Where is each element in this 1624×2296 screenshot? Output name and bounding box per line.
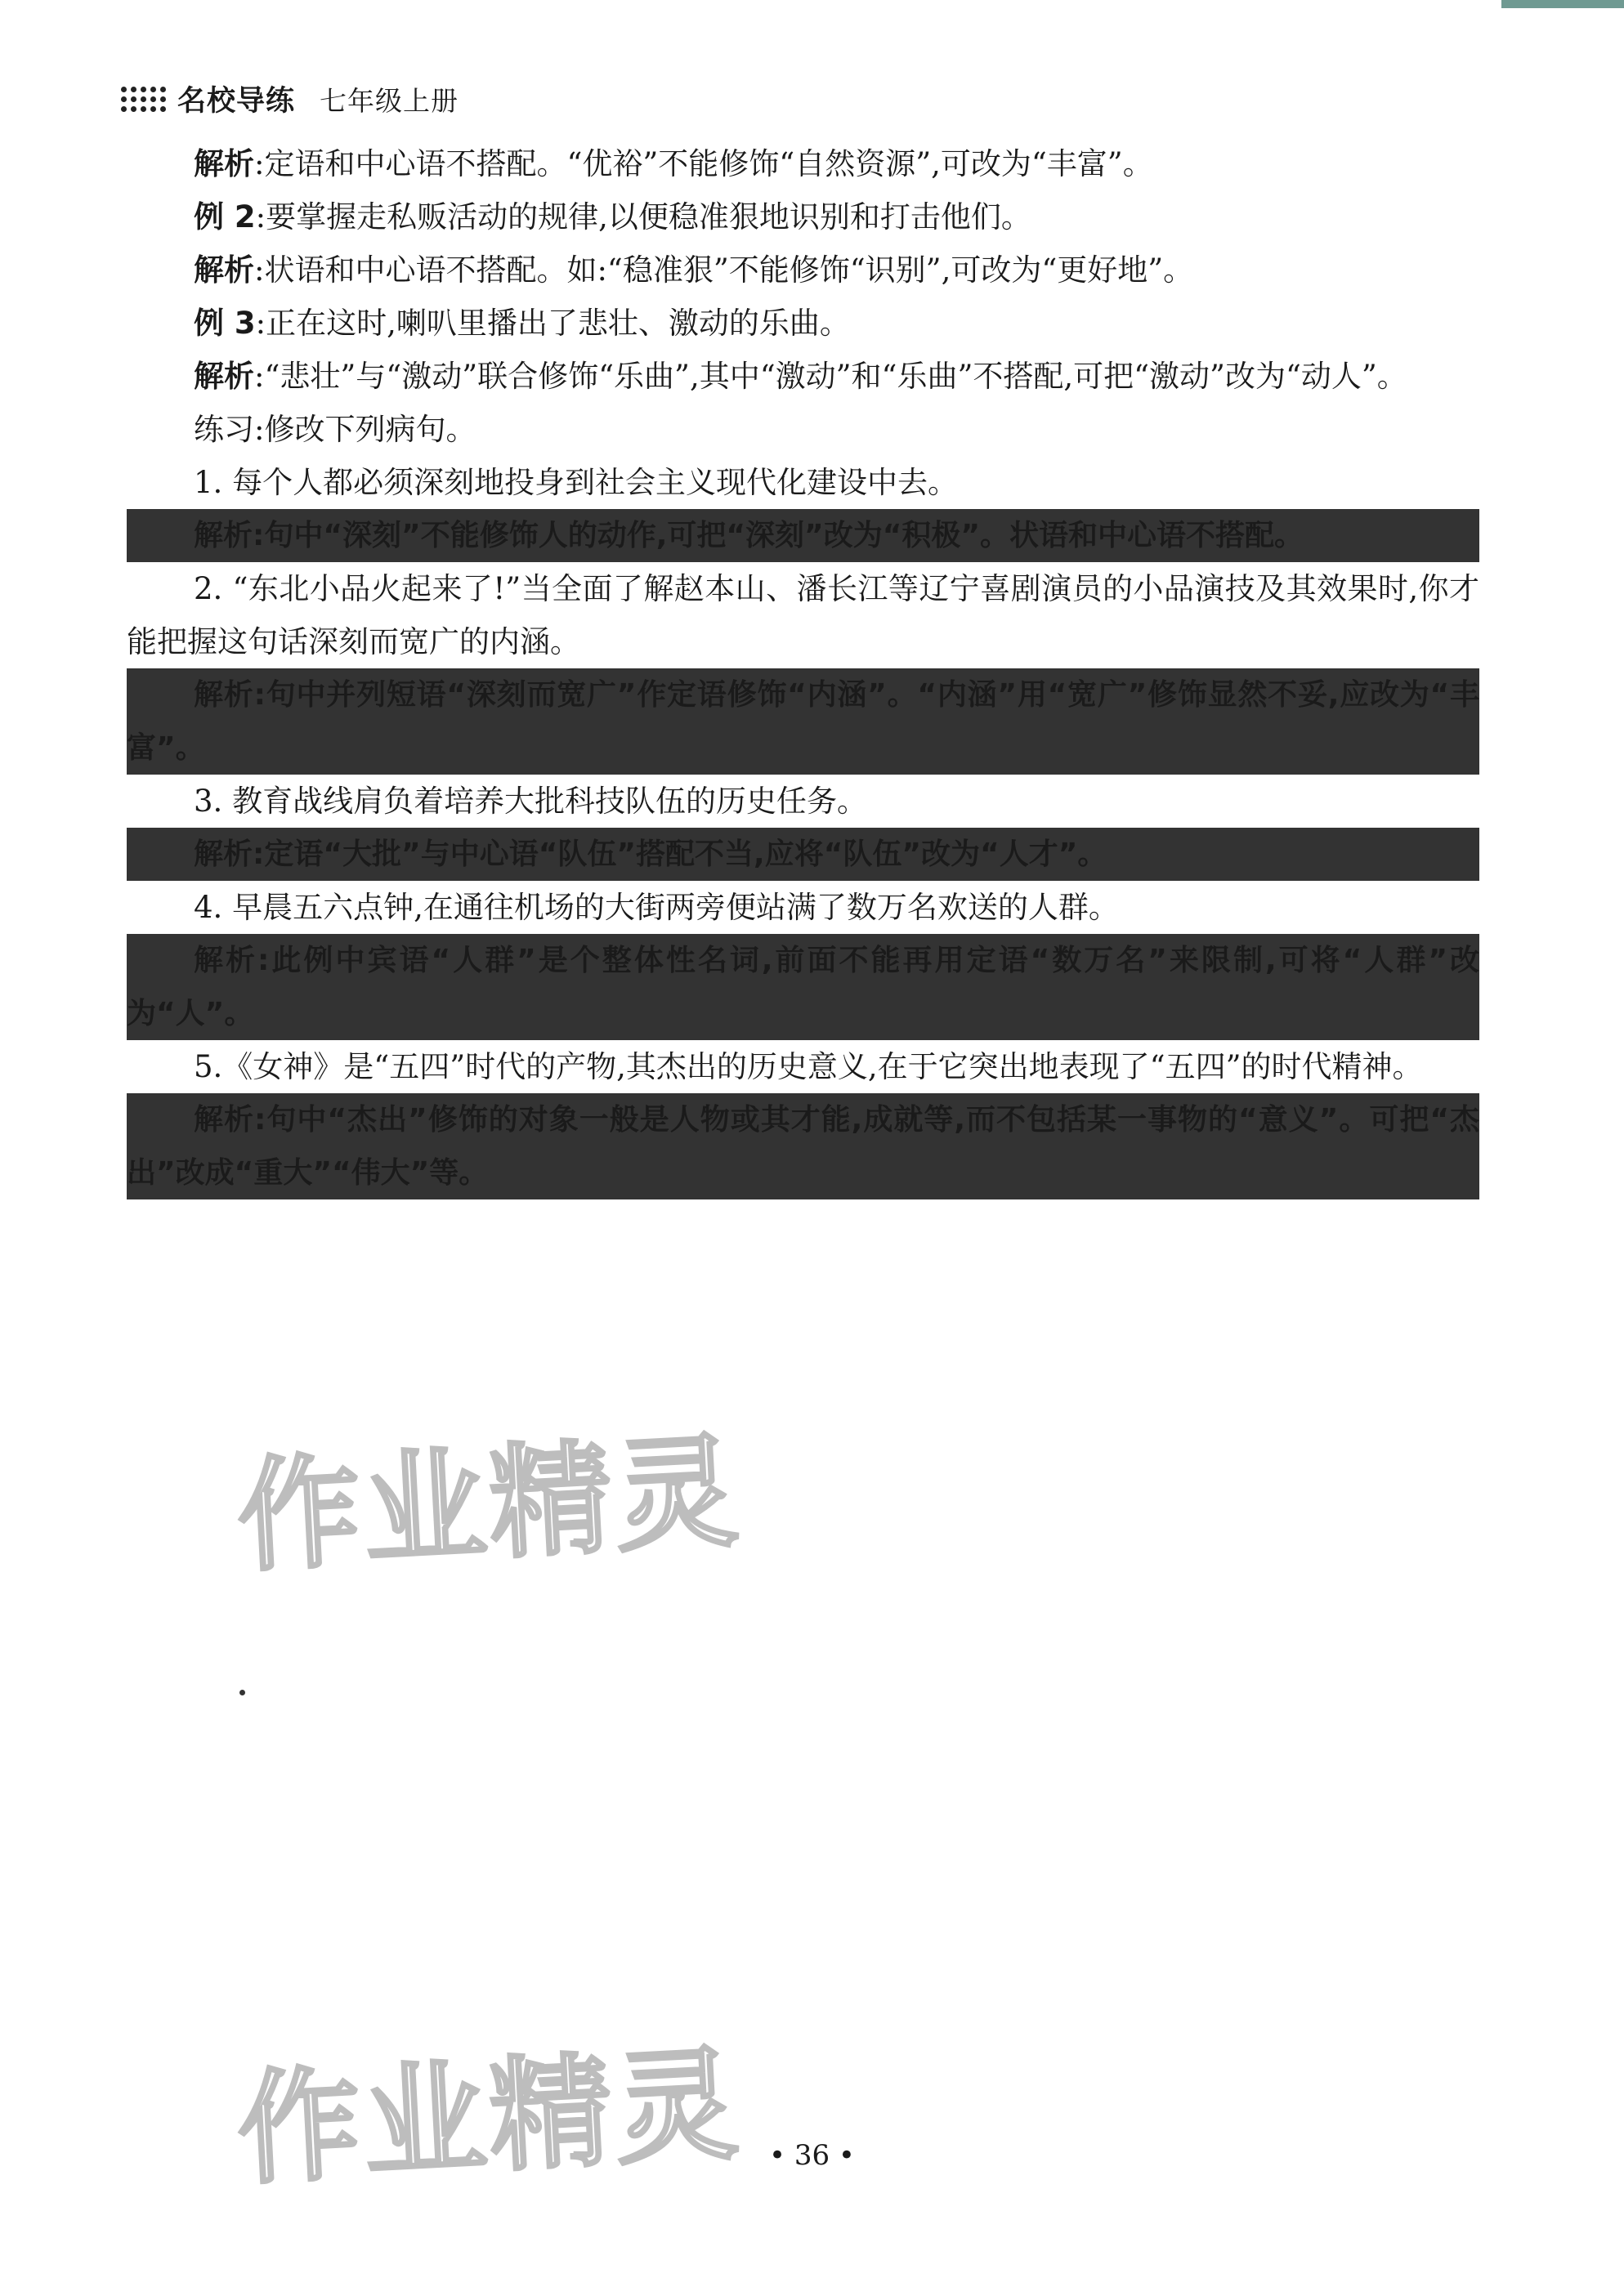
- answer-2: 解析:句中并列短语“深刻而宽广”作定语修饰“内涵”。“内涵”用“宽广”修饰显然不妥,应改为“丰富”。: [127, 668, 1479, 775]
- analysis-text: :状语和中心语不搭配。如:“稳准狠”不能修饰“识别”,可改为“更好地”。: [254, 252, 1194, 288]
- paragraph: [127, 190, 1479, 243]
- question-4: 4. 早晨五六点钟,在通往机场的大街两旁便站满了数万名欢送的人群。: [194, 890, 1119, 925]
- page-number: • 36 •: [769, 2139, 855, 2172]
- answer-5: 解析:句中“杰出”修饰的对象一般是人物或其才能,成就等,而不包括某一事物的“意义”。可把“杰出”改成“重大”“伟大”等。: [127, 1093, 1479, 1199]
- question-1: 1. 每个人都必须深刻地投身到社会主义现代化建设中去。: [194, 465, 959, 500]
- corner-color-mark: [1501, 0, 1624, 8]
- answer-1: 解析:句中“深刻”不能修饰人的动作,可把“深刻”改为“积极”。状语和中心语不搭配。: [127, 509, 1479, 562]
- example-text: :要掌握走私贩活动的规律,以便稳准狠地识别和打击他们。: [255, 199, 1031, 235]
- analysis-text: :定语和中心语不搭配。“优裕”不能修饰“自然资源”,可改为“丰富”。: [254, 146, 1153, 181]
- example-label: 例 2: [194, 199, 256, 235]
- analysis-text: :“悲壮”与“激动”联合修饰“乐曲”,其中“激动”和“乐曲”不搭配,可把“激动”改为“动人”。: [254, 359, 1407, 394]
- analysis-label: 解析: [194, 146, 254, 181]
- paragraph: [127, 243, 1479, 297]
- answer-3: 解析:定语“大批”与中心语“队伍”搭配不当,应将“队伍”改为“人才”。: [127, 828, 1479, 881]
- question-5: 5.《女神》是“五四”时代的产物,其杰出的历史意义,在于它突出地表现了“五四”的时代精神。: [194, 1049, 1423, 1084]
- question-2: 2. “东北小品火起来了!”当全面了解赵本山、潘长江等辽宁喜剧演员的小品演技及其效果时,你才能把握这句话深刻而宽广的内涵。: [127, 571, 1479, 659]
- question-3: 3. 教育战线肩负着培养大批科技队伍的历史任务。: [194, 784, 868, 819]
- analysis-label: 解析: [194, 359, 254, 394]
- example-text: :正在这时,喇叭里播出了悲壮、激动的乐曲。: [255, 306, 850, 341]
- book-title: 名校导练: [177, 85, 296, 118]
- answer-4: 解析:此例中宾语“人群”是个整体性名词,前面不能再用定语“数万名”来限制,可将“人群”改为“人”。: [127, 934, 1479, 1040]
- stray-dot: [239, 1690, 245, 1695]
- dots-logo-icon: [121, 87, 166, 112]
- example-label: 例 3: [194, 306, 256, 341]
- main-content: [127, 137, 1479, 1199]
- grade-label: 七年级上册: [320, 84, 459, 117]
- paragraph: [127, 297, 1479, 350]
- exercise-intro: 练习:修改下列病句。: [194, 412, 476, 447]
- watermark: 作业精灵: [234, 2033, 745, 2202]
- analysis-label: 解析: [194, 252, 254, 288]
- watermark: 作业精灵: [234, 1420, 745, 1589]
- paragraph: [127, 350, 1479, 403]
- paragraph: [127, 137, 1479, 190]
- page-header: [121, 78, 459, 119]
